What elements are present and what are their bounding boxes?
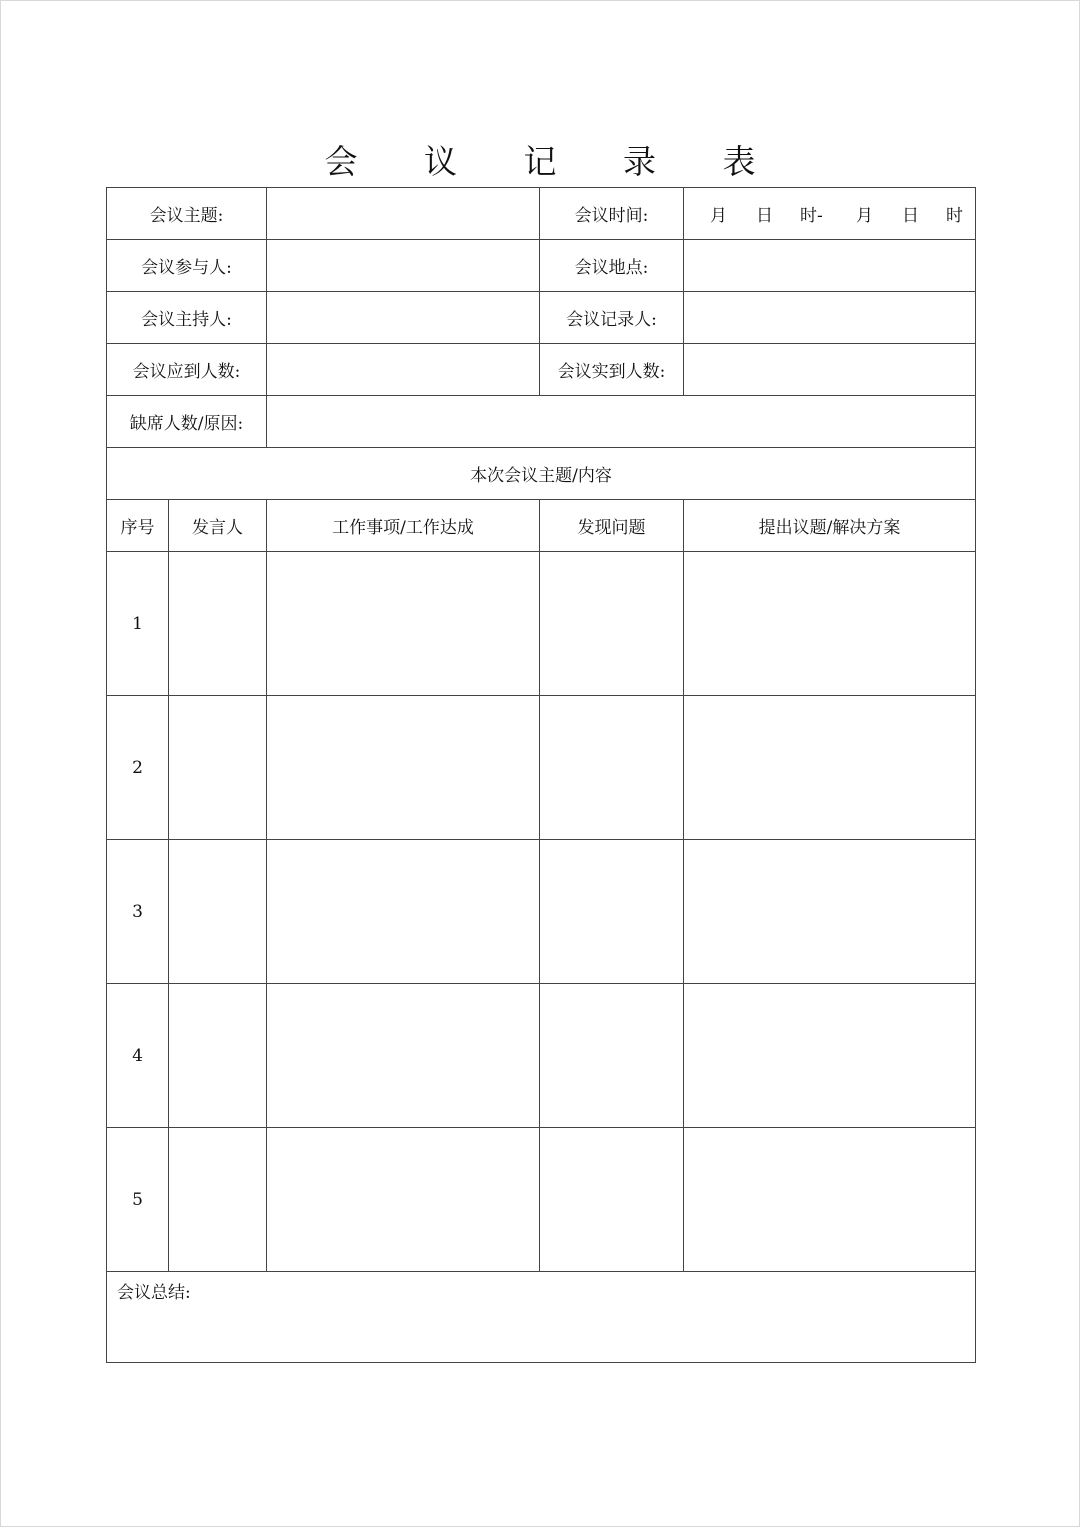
proposals-cell[interactable]: [684, 984, 976, 1128]
location-label: 会议地点:: [540, 240, 684, 292]
column-header-speaker: 发言人: [169, 500, 267, 552]
issues-cell[interactable]: [540, 840, 684, 984]
proposals-cell[interactable]: [684, 1128, 976, 1272]
time-unit-hour-start: 时-: [800, 206, 823, 226]
work-items-cell[interactable]: [267, 552, 540, 696]
speaker-cell[interactable]: [169, 552, 267, 696]
host-row: [107, 292, 976, 344]
column-header-row: [107, 500, 976, 552]
work-items-cell[interactable]: [267, 696, 540, 840]
participants-row: [107, 240, 976, 292]
summary-field[interactable]: [107, 1272, 976, 1363]
row-index: 3: [107, 840, 169, 984]
time-unit-hour-end: 时: [946, 206, 964, 226]
column-header-index: 序号: [107, 500, 169, 552]
host-field[interactable]: [267, 292, 540, 344]
work-items-cell[interactable]: [267, 1128, 540, 1272]
host-label: 会议主持人:: [107, 292, 267, 344]
speaker-cell[interactable]: [169, 1128, 267, 1272]
count-row: [107, 344, 976, 396]
speaker-cell[interactable]: [169, 696, 267, 840]
row-index: 4: [107, 984, 169, 1128]
work-items-cell[interactable]: [267, 984, 540, 1128]
actual-count-label: 会议实到人数:: [540, 344, 684, 396]
expected-count-field[interactable]: [267, 344, 540, 396]
absent-row: [107, 396, 976, 448]
speaker-cell[interactable]: [169, 984, 267, 1128]
column-header-proposals: 提出议题/解决方案: [684, 500, 976, 552]
time-label: 会议时间:: [540, 188, 684, 240]
speaker-cell[interactable]: [169, 840, 267, 984]
issues-cell[interactable]: [540, 552, 684, 696]
issues-cell[interactable]: [540, 1128, 684, 1272]
work-items-cell[interactable]: [267, 840, 540, 984]
absent-label: 缺席人数/原因:: [107, 396, 267, 448]
proposals-cell[interactable]: [684, 552, 976, 696]
proposals-cell[interactable]: [684, 696, 976, 840]
topic-label: 会议主题:: [107, 188, 267, 240]
table-row: [107, 552, 976, 696]
column-header-work-items: 工作事项/工作达成: [267, 500, 540, 552]
time-unit-day-start: 日: [756, 206, 774, 226]
recorder-label: 会议记录人:: [540, 292, 684, 344]
table-row: [107, 1128, 976, 1272]
topic-field[interactable]: [267, 188, 540, 240]
table-row: [107, 984, 976, 1128]
meeting-record-form: [106, 187, 976, 1363]
time-unit-month-end: 月: [856, 206, 874, 226]
absent-field[interactable]: [267, 396, 976, 448]
section-title: 本次会议主题/内容: [107, 448, 976, 500]
summary-label: 会议总结:: [117, 1283, 191, 1303]
time-field[interactable]: [684, 188, 976, 240]
row-index: 2: [107, 696, 169, 840]
actual-count-field[interactable]: [684, 344, 976, 396]
time-unit-day-end: 日: [902, 206, 920, 226]
proposals-cell[interactable]: [684, 840, 976, 984]
location-field[interactable]: [684, 240, 976, 292]
time-unit-month-start: 月: [710, 206, 728, 226]
recorder-field[interactable]: [684, 292, 976, 344]
issues-cell[interactable]: [540, 984, 684, 1128]
column-header-issues: 发现问题: [540, 500, 684, 552]
table-row: [107, 840, 976, 984]
summary-row: [107, 1272, 976, 1363]
page-title: 会 议 记 录 表: [324, 142, 784, 181]
participants-field[interactable]: [267, 240, 540, 292]
topic-row: [107, 188, 976, 240]
participants-label: 会议参与人:: [107, 240, 267, 292]
issues-cell[interactable]: [540, 696, 684, 840]
section-title-row: [107, 448, 976, 500]
row-index: 5: [107, 1128, 169, 1272]
row-index: 1: [107, 552, 169, 696]
table-row: [107, 696, 976, 840]
expected-count-label: 会议应到人数:: [107, 344, 267, 396]
